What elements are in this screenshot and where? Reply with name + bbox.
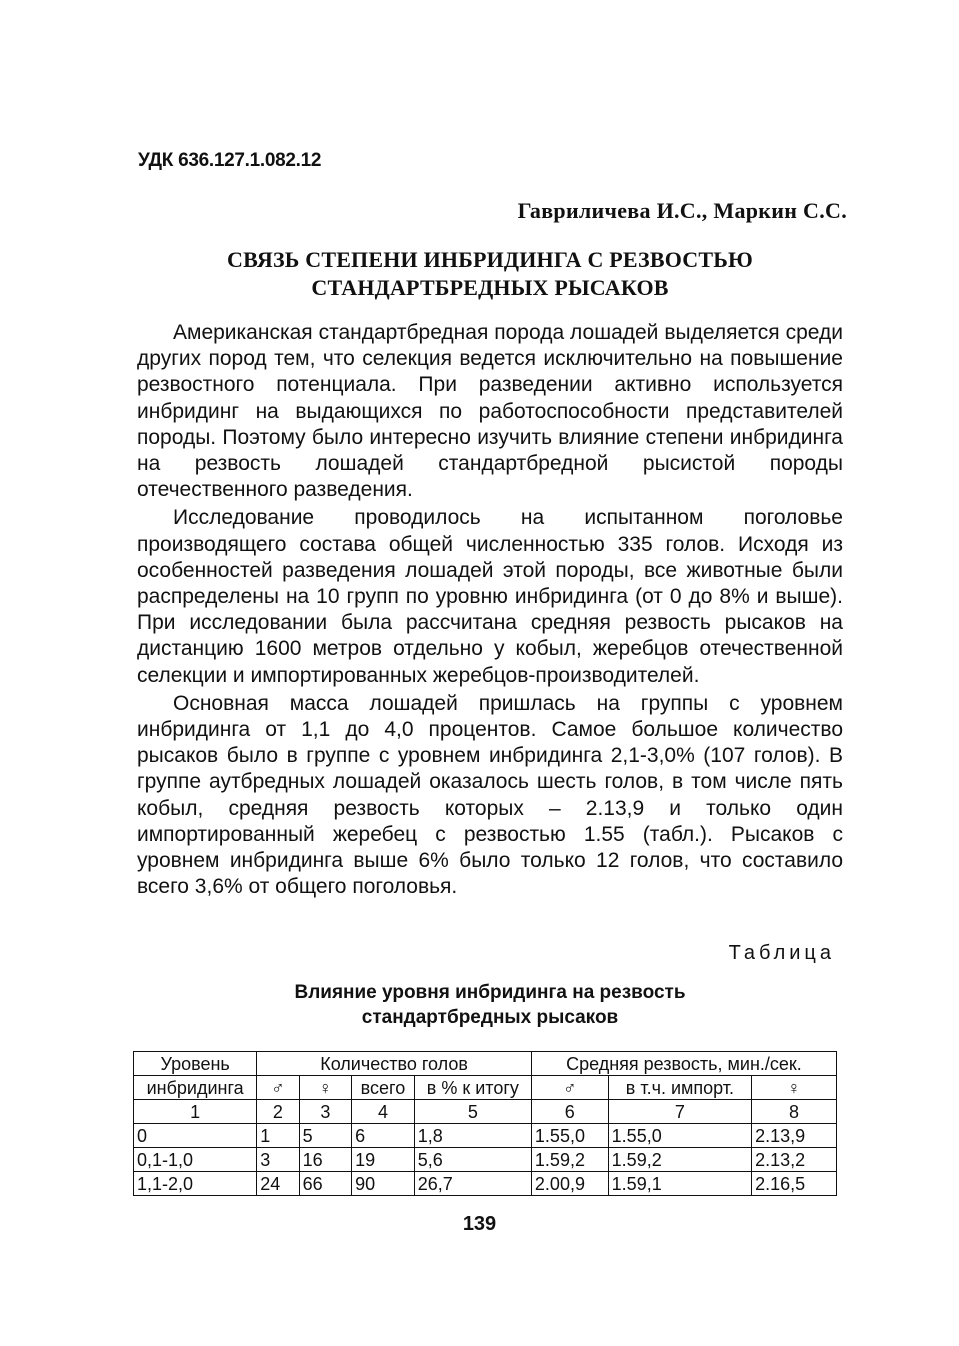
article-body [137, 320, 843, 902]
paragraph-3: Основная масса лошадей пришлась на группы с уровнем инбридинга от 1,1 до 4,0 процентов. Самое большое количество рысаков было в группе с уровнем инбридинга 2,1-3,0% (107 голов). В группе аутбредных лошадей оказалось шесть голов, в том числе пять кобыл, средняя резвость которых – 2.13,9 и только один импортированный жеребец с резвостью 1.55 (табл.). Рысаков с уровнем инбридинга выше 6% было только 12 голов, что составило всего 3,6% от общего поголовья. [137, 691, 843, 899]
table-cell: 2.13,2 [752, 1148, 837, 1172]
table-cell: 0,1-1,0 [134, 1148, 257, 1172]
table-header-row-2 [134, 1076, 837, 1100]
title-line-1: СВЯЗЬ СТЕПЕНИ ИНБРИДИНГА С РЕЗВОСТЬЮ [227, 247, 753, 272]
table-title-line-2: стандартбредных рысаков [361, 1007, 619, 1028]
table-header-row-1 [134, 1052, 837, 1076]
table-cell: 24 [257, 1172, 299, 1196]
header-count-group: Количество голов [257, 1052, 532, 1076]
table-cell: 1.59,2 [531, 1148, 608, 1172]
table-cell: 6 [352, 1124, 415, 1148]
header-level: Уровень [134, 1052, 257, 1076]
table-row [134, 1148, 837, 1172]
table-cell: 1.59,1 [608, 1172, 751, 1196]
table-cell: 1,1-2,0 [134, 1172, 257, 1196]
header-speed-female: ♀ [752, 1076, 837, 1100]
table-label: Таблица [728, 942, 835, 964]
title-line-2: СТАНДАРТБРЕДНЫХ РЫСАКОВ [311, 275, 669, 300]
table-row [134, 1124, 837, 1148]
table-cell: 1,8 [414, 1124, 531, 1148]
table-title [190, 980, 790, 1030]
header-male: ♂ [257, 1076, 299, 1100]
column-number: 1 [134, 1100, 257, 1124]
table-title-line-1: Влияние уровня инбридинга на резвость [294, 982, 686, 1003]
table-cell: 66 [299, 1172, 352, 1196]
table-cell: 5 [299, 1124, 352, 1148]
column-number: 3 [299, 1100, 352, 1124]
column-number: 4 [352, 1100, 415, 1124]
header-level-2: инбридинга [134, 1076, 257, 1100]
table-cell: 16 [299, 1148, 352, 1172]
table-cell: 3 [257, 1148, 299, 1172]
article-title [130, 246, 850, 302]
table-row [134, 1172, 837, 1196]
header-speed-group: Средняя резвость, мин./сек. [531, 1052, 836, 1076]
udc-code: УДК 636.127.1.082.12 [138, 150, 322, 171]
table-cell: 0 [134, 1124, 257, 1148]
column-number: 2 [257, 1100, 299, 1124]
header-speed-male: ♂ [531, 1076, 608, 1100]
column-number: 5 [414, 1100, 531, 1124]
paragraph-1: Американская стандартбредная порода лошадей выделяется среди других пород тем, что селекция ведется исключительно на повышение резвостного потенциала. При разведении активно используется инбридинг на выдающихся по работоспособности представителей породы. Поэтому было интересно изучить влияние степени инбридинга на резвость лошадей стандартбредной рысистой породы отечественного разведения. [137, 321, 843, 502]
column-number: 7 [608, 1100, 751, 1124]
column-number: 6 [531, 1100, 608, 1124]
column-number: 8 [752, 1100, 837, 1124]
table-cell: 1.59,2 [608, 1148, 751, 1172]
header-speed-import: в т.ч. импорт. [608, 1076, 751, 1100]
table-cell: 1.55,0 [531, 1124, 608, 1148]
paragraph-2: Исследование проводилось на испытанном поголовье производящего состава общей численностью 335 голов. Исходя из особенностей разведения лошадей этой породы, все животные были распределены на 10 групп по уровню инбридинга (от 0 до 8% и выше). При исследовании была рассчитана средняя резвость рысаков на дистанцию 1600 метров отдельно у кобыл, жеребцов отечественной селекции и импортированных жеребцов-производителей. [137, 506, 843, 687]
table-cell: 2.16,5 [752, 1172, 837, 1196]
data-table [133, 1051, 837, 1196]
authors: Гавриличева И.С., Маркин С.С. [517, 198, 847, 223]
table-column-numbers [134, 1100, 837, 1124]
table-cell: 90 [352, 1172, 415, 1196]
header-percent: в % к итогу [414, 1076, 531, 1100]
header-total: всего [352, 1076, 415, 1100]
table-cell: 26,7 [414, 1172, 531, 1196]
page-number: 139 [462, 1213, 497, 1235]
table-cell: 1.55,0 [608, 1124, 751, 1148]
header-female: ♀ [299, 1076, 352, 1100]
table-cell: 1 [257, 1124, 299, 1148]
table-cell: 2.00,9 [531, 1172, 608, 1196]
table-cell: 5,6 [414, 1148, 531, 1172]
table-cell: 2.13,9 [752, 1124, 837, 1148]
table-cell: 19 [352, 1148, 415, 1172]
